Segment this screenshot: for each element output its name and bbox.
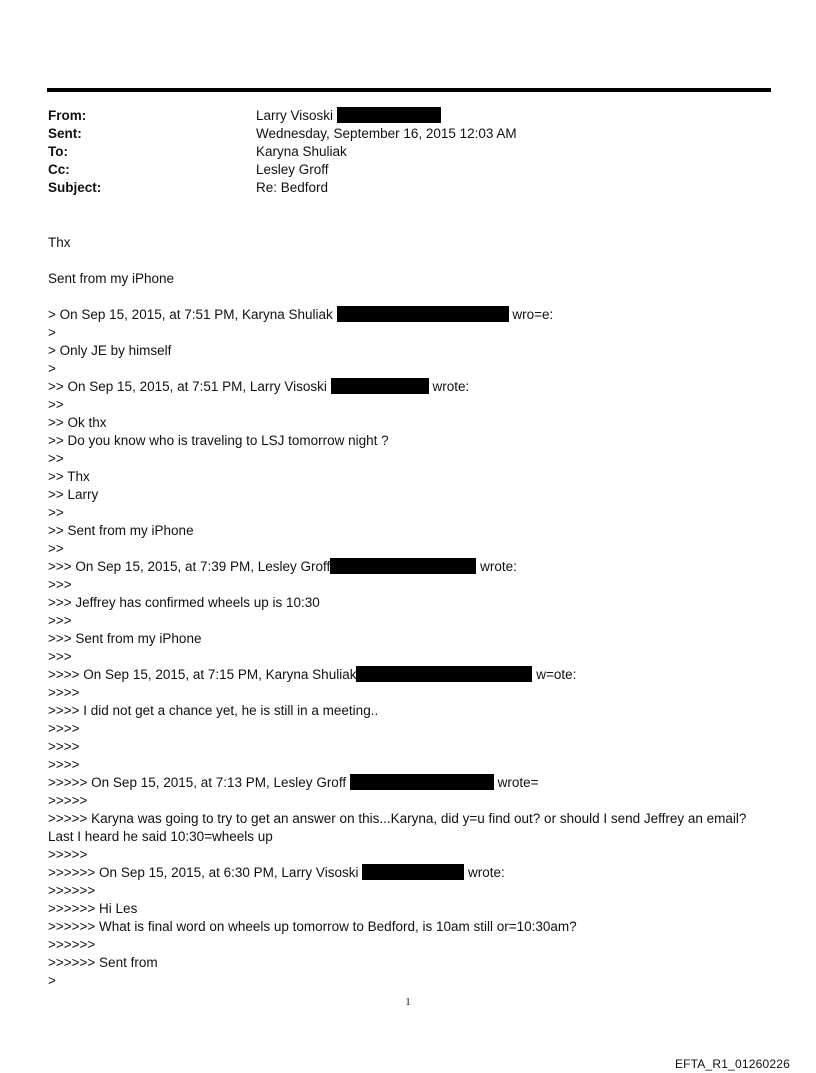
quote-line: >> Do you know who is traveling to LSJ tomorrow night ? (48, 433, 389, 448)
quote-line: >>>> I did not get a chance yet, he is still in a meeting.. (48, 703, 379, 718)
quote-line: >> Thx (48, 469, 90, 484)
quote-text: > On Sep 15, 2015, at 7:51 PM, Karyna Shuliak (48, 307, 333, 322)
quote-line: >>> Jeffrey has confirmed wheels up is 10:30 (48, 595, 320, 610)
sent-row (48, 125, 768, 143)
quote-line: >> (48, 505, 64, 520)
blank-line (48, 288, 778, 306)
page-number: 1 (405, 996, 411, 1008)
quote-line: >>>>>> Sent from (48, 955, 158, 970)
quote-line: >>>>> Karyna was going to try to get an answer on this...Karyna, did y=u find out? or should I send Jeffrey an email? (48, 811, 747, 826)
quote-line: > (48, 973, 56, 988)
quote-line: >>> (48, 613, 72, 628)
redaction-block (350, 774, 494, 790)
quote-line: >>>> (48, 757, 80, 772)
quote-line (48, 306, 778, 324)
quote-line: >>>>> (48, 847, 88, 862)
quote-line: Last I heard he said 10:30=wheels up (48, 829, 273, 844)
quote-line: > Only JE by himself (48, 343, 172, 358)
quote-line: > (48, 361, 56, 376)
quote-line: >>>> (48, 685, 80, 700)
quote-text: wro=e: (512, 307, 554, 322)
redaction-block (356, 666, 532, 682)
body-line: Sent from my iPhone (48, 271, 175, 286)
subject-label: Subject: (48, 180, 102, 195)
blank-line (48, 252, 778, 270)
redaction-block (362, 864, 464, 880)
quote-line (48, 864, 778, 882)
quote-text: >>>>>> On Sep 15, 2015, at 6:30 PM, Larry Visoski (48, 865, 359, 880)
subject-value: Re: Bedford (256, 180, 329, 195)
quote-line: >> Ok thx (48, 415, 107, 430)
quote-line: >> (48, 397, 64, 412)
quote-text: >>> On Sep 15, 2015, at 7:39 PM, Lesley Groff (48, 559, 331, 574)
to-row (48, 143, 768, 161)
quote-line: >>> Sent from my iPhone (48, 631, 202, 646)
sent-label: Sent: (48, 126, 82, 141)
quote-text: >>>> On Sep 15, 2015, at 7:15 PM, Karyna Shuliak (48, 667, 357, 682)
cc-value: Lesley Groff (256, 162, 329, 177)
quote-text: >>>>> On Sep 15, 2015, at 7:13 PM, Lesley Groff (48, 775, 347, 790)
quote-line: >> Sent from my iPhone (48, 523, 194, 538)
quote-text: wrote: (467, 865, 505, 880)
quote-line (48, 774, 778, 792)
quote-line: >>> (48, 577, 72, 592)
quote-line: >> Larry (48, 487, 99, 502)
cc-row (48, 161, 768, 179)
from-name: Larry Visoski (256, 108, 334, 123)
quote-line: >>>>>> Hi Les (48, 901, 138, 916)
quote-line: >> (48, 541, 64, 556)
quote-line (48, 666, 778, 684)
quote-line (48, 378, 778, 396)
email-body (48, 234, 778, 990)
redaction-block (331, 378, 429, 394)
quote-line: >>> (48, 649, 72, 664)
quote-line: > (48, 325, 56, 340)
quote-text: >> On Sep 15, 2015, at 7:51 PM, Larry Visoski (48, 379, 327, 394)
bates-number: EFTA_R1_01260226 (674, 1057, 790, 1071)
quote-text: wrote: (480, 559, 517, 574)
email-headers (48, 107, 768, 197)
quote-line (48, 558, 778, 576)
quote-text: w=ote: (536, 667, 577, 682)
to-value: Karyna Shuliak (256, 144, 347, 159)
redaction-block (330, 558, 476, 574)
quote-line: >>>>>> (48, 883, 96, 898)
from-value (256, 107, 441, 125)
quote-line: >>>> (48, 721, 80, 736)
quote-line: >>>>> (48, 793, 88, 808)
cc-label: Cc: (48, 162, 70, 177)
redaction-block (337, 107, 441, 123)
quote-line: >> (48, 451, 64, 466)
quote-text: wrote= (497, 775, 539, 790)
redaction-block (337, 306, 509, 322)
from-row (48, 107, 768, 125)
from-label: From: (48, 108, 87, 123)
sent-value: Wednesday, September 16, 2015 12:03 AM (256, 126, 517, 141)
body-line: Thx (48, 235, 71, 250)
to-label: To: (48, 144, 68, 159)
quote-line: >>>> (48, 739, 80, 754)
quote-text: wrote: (432, 379, 470, 394)
header-rule (47, 88, 771, 92)
quote-line: >>>>>> What is final word on wheels up tomorrow to Bedford, is 10am still or=10:30am? (48, 919, 577, 934)
quote-line: >>>>>> (48, 937, 96, 952)
subject-row (48, 179, 768, 197)
